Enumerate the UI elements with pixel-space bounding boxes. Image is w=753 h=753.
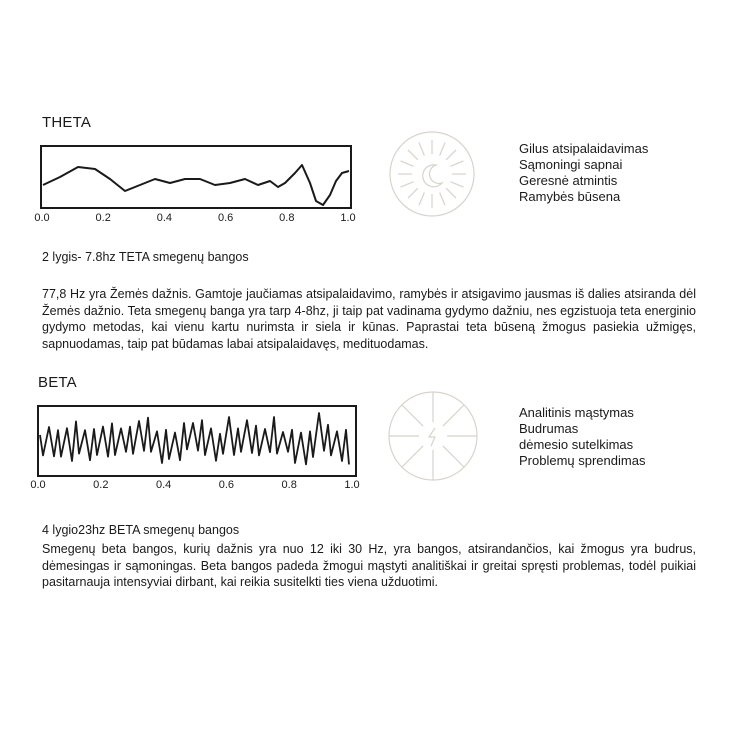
icon-ray (401, 161, 414, 166)
theta-tick: 0.4 (156, 212, 173, 224)
theta-wave-line (43, 165, 349, 205)
theta-chart-frame (41, 146, 351, 208)
theta-feature-item: Gilus atsipalaidavimas (519, 141, 649, 156)
icon-ray (408, 150, 418, 160)
theta-tick: 0.6 (217, 212, 234, 224)
theta-tick: 0.8 (279, 212, 295, 224)
icon-ray (446, 150, 456, 160)
icon-ray (443, 446, 464, 467)
theta-x-ticks (34, 212, 356, 226)
beta-tick: 0.4 (155, 479, 172, 491)
icon-ray (402, 405, 423, 426)
icon-ray (450, 182, 463, 187)
lightning-compass-icon (387, 390, 479, 482)
beta-features (519, 405, 645, 469)
theta-feature-item: Ramybės būsena (519, 189, 621, 204)
theta-wave-chart (40, 145, 352, 209)
theta-features (519, 141, 648, 205)
beta-tick: 1.0 (344, 479, 360, 491)
icon-ray (440, 143, 445, 156)
beta-wave-line (40, 413, 349, 464)
beta-x-ticks (30, 479, 360, 493)
beta-subtitle: 4 lygio23hz BETA smegenų bangos (42, 523, 240, 537)
theta-feature-item: Geresnė atmintis (519, 173, 618, 188)
theta-feature-item: Sąmoningi sapnai (519, 157, 623, 172)
beta-tick: 0.2 (93, 479, 109, 491)
theta-tick: 0.2 (95, 212, 111, 224)
icon-ray (408, 188, 418, 198)
beta-feature-item: Budrumas (519, 421, 579, 436)
icon-ray (446, 188, 456, 198)
icon-ray (419, 192, 424, 205)
beta-feature-item: Analitinis mąstymas (519, 405, 634, 420)
theta-paragraph: 77,8 Hz yra Žemės dažnis. Gamtoje jaučiamas atsipalaidavimo, ramybės ir atsigavimo jausmas iš dalies atsiranda dėl Žemės dažnio. Teta smegenų banga yra tarp 4-8hz, ji taip pat vadinama gydymo dažniu, nes egzistuoja teta energinio gydymo metodas, kai vienu kartu nurimsta ir siela ir kūnas. Paprastai teta būseną žmogus pasiekia užmigęs, sapnuodamas, taip pat būdamas labai atsipalaidavęs, medituodamas. (42, 287, 696, 351)
beta-wave-chart (37, 405, 357, 477)
icon-ray (401, 182, 414, 187)
icon-ray (440, 192, 445, 205)
icon-ray (443, 405, 464, 426)
beta-tick: 0.0 (30, 479, 46, 491)
beta-title: BETA (38, 374, 77, 391)
beta-feature-item: dėmesio sutelkimas (519, 437, 634, 452)
icon-ray (450, 161, 463, 166)
moon-sun-icon (388, 130, 476, 218)
theta-tick: 1.0 (340, 212, 356, 224)
beta-feature-item: Problemų sprendimas (519, 453, 646, 468)
beta-paragraph: Smegenų beta bangos, kurių dažnis yra nuo 12 iki 30 Hz, yra bangos, atsirandančios, kai žmogus yra budrus, dėmesingas ir sąmoningas. Beta bangos padeda žmogui mąstyti analitiškai ir greitai spręsti problemas, todėl puikiai pasitarnauja intensyviai dirbant, kai reikia susitelkti ties viena užduotimi. (42, 542, 696, 589)
icon-ray (402, 446, 423, 467)
icon-ray (419, 143, 424, 156)
theta-tick: 0.0 (34, 212, 50, 224)
beta-tick: 0.8 (281, 479, 297, 491)
theta-title: THETA (42, 114, 92, 131)
beta-tick: 0.6 (218, 479, 235, 491)
theta-subtitle: 2 lygis- 7.8hz TETA smegenų bangos (42, 250, 249, 264)
